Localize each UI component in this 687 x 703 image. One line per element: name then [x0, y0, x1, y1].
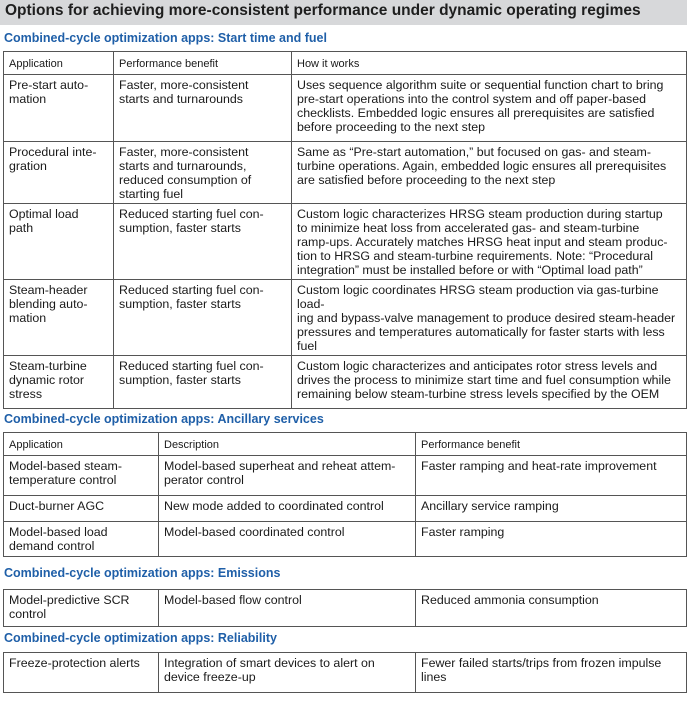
table-cell: Faster, more-consistent starts and turnarounds	[114, 75, 292, 142]
table-header-row	[4, 433, 687, 456]
table-cell: Reduced ammonia consumption	[416, 590, 687, 627]
table-cell: Reduced starting fuel con- sumption, faster starts	[114, 356, 292, 409]
table-row	[4, 522, 687, 557]
table-row	[4, 590, 687, 627]
table-cell: Model-based coordinated control	[159, 522, 416, 557]
table-cell: New mode added to coordinated control	[159, 496, 416, 522]
table-cell: Procedural inte- gration	[4, 142, 114, 204]
table-cell: Optimal load path	[4, 204, 114, 280]
table-cell: Uses sequence algorithm suite or sequential function chart to bring pre-start operations into the control system and off paper-based checklists. Embedded logic ensures all prerequisites are satisfied before proceeding to the next step	[292, 75, 687, 142]
start-time-fuel-table	[3, 51, 687, 409]
column-header: Performance benefit	[416, 433, 687, 456]
column-header: Performance benefit	[114, 52, 292, 75]
table-cell: Model-based flow control	[159, 590, 416, 627]
column-header: Application	[4, 52, 114, 75]
table-row	[4, 356, 687, 409]
section-title-ancillary-services: Combined-cycle optimization apps: Ancillary services	[4, 412, 324, 426]
column-header: How it works	[292, 52, 687, 75]
table-cell: Custom logic coordinates HRSG steam production via gas-turbine load- ing and bypass-valve management to produce desired steam-header pressures and temperatures automatically for faster starts with less fuel	[292, 280, 687, 356]
table-cell: Reduced starting fuel con- sumption, faster starts	[114, 280, 292, 356]
table-row	[4, 142, 687, 204]
reliability-table	[3, 652, 687, 693]
section-title-reliability: Combined-cycle optimization apps: Reliability	[4, 631, 277, 645]
table-header-row	[4, 52, 687, 75]
table-cell: Pre-start auto- mation	[4, 75, 114, 142]
table-cell: Steam-turbine dynamic rotor stress	[4, 356, 114, 409]
page-title: Options for achieving more-consistent performance under dynamic operating regimes	[0, 0, 687, 25]
table-cell: Model-based superheat and reheat attem- perator control	[159, 456, 416, 496]
table-cell: Custom logic characterizes and anticipates rotor stress levels and drives the process to minimize start time and fuel consumption while remaining below steam-turbine stress levels specified by the OEM	[292, 356, 687, 409]
table-cell: Faster ramping and heat-rate improvement	[416, 456, 687, 496]
table-cell: Integration of smart devices to alert on device freeze-up	[159, 653, 416, 693]
table-cell: Duct-burner AGC	[4, 496, 159, 522]
table-row	[4, 280, 687, 356]
table-cell: Steam-header blending auto- mation	[4, 280, 114, 356]
table-cell: Ancillary service ramping	[416, 496, 687, 522]
ancillary-services-table	[3, 432, 687, 557]
table-cell: Model-based steam- temperature control	[4, 456, 159, 496]
column-header: Description	[159, 433, 416, 456]
table-row	[4, 496, 687, 522]
emissions-table	[3, 589, 687, 627]
section-title-emissions: Combined-cycle optimization apps: Emissions	[4, 566, 281, 580]
table-cell: Model-based load demand control	[4, 522, 159, 557]
table-row	[4, 75, 687, 142]
table-cell: Freeze-protection alerts	[4, 653, 159, 693]
table-cell: Faster ramping	[416, 522, 687, 557]
column-header: Application	[4, 433, 159, 456]
section-title-start-time-fuel: Combined-cycle optimization apps: Start time and fuel	[4, 31, 327, 45]
table-cell: Model-predictive SCR control	[4, 590, 159, 627]
table-cell: Same as “Pre-start automation,” but focused on gas- and steam- turbine operations. Again, embedded logic ensures all prerequisites are satisfied before proceeding to the next step	[292, 142, 687, 204]
table-row	[4, 204, 687, 280]
table-row	[4, 456, 687, 496]
table-cell: Reduced starting fuel con- sumption, faster starts	[114, 204, 292, 280]
table-cell: Custom logic characterizes HRSG steam production during startup to minimize heat loss from accelerated gas- and steam-turbine ramp-ups. Accurately matches HRSG heat input and steam produc- tion to HRSG and steam-turbine requirements. Note: “Procedural integration” must be installed before or with “Optimal load path”	[292, 204, 687, 280]
table-cell: Fewer failed starts/trips from frozen impulse lines	[416, 653, 687, 693]
table-row	[4, 653, 687, 693]
table-cell: Faster, more-consistent starts and turnarounds, reduced consumption of starting fuel	[114, 142, 292, 204]
